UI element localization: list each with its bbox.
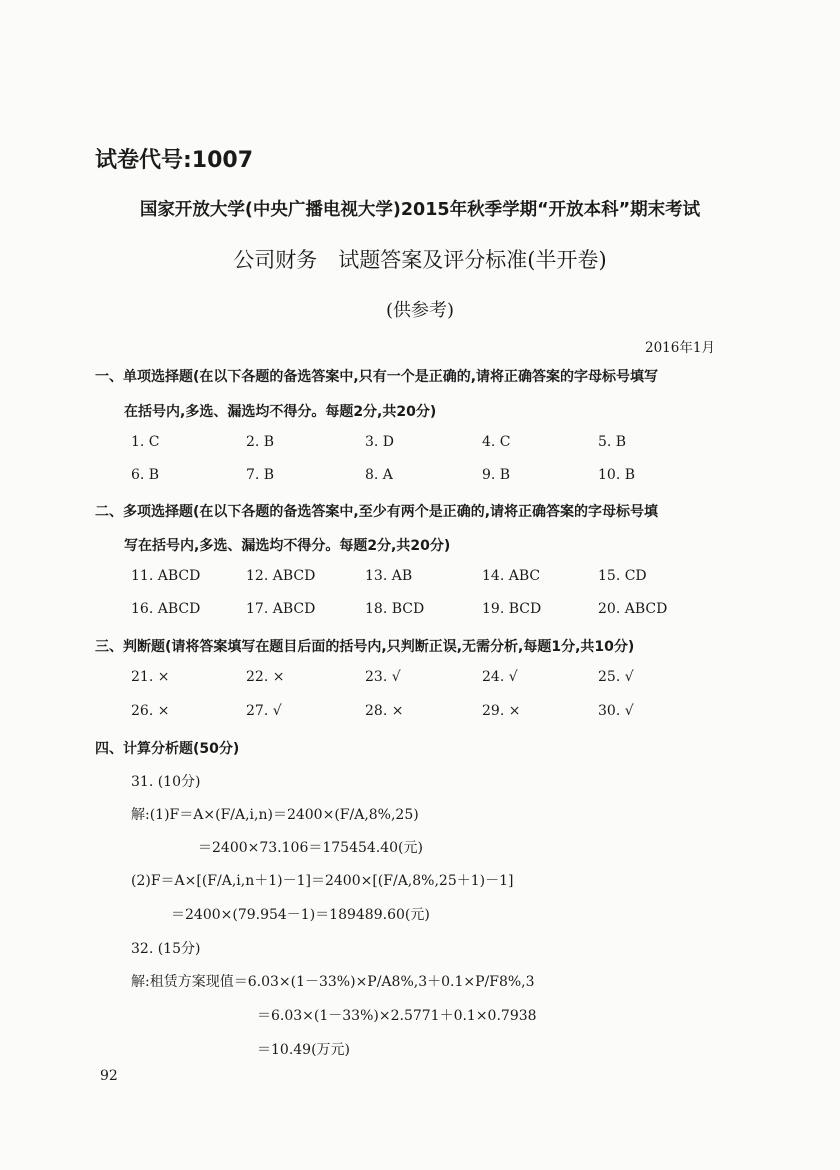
answer-item: 26. × [131, 703, 170, 719]
answer-item: 25. √ [598, 669, 634, 685]
question-32-label: 32. (15分) [131, 941, 201, 957]
answer-item: 22. × [246, 669, 285, 685]
answer-item: 30. √ [598, 703, 634, 719]
answer-item: 15. CD [598, 568, 647, 584]
answer-item: 11. ABCD [131, 568, 201, 584]
section-4-title: 四、计算分析题(50分) [95, 741, 240, 757]
section-1-title: 一、单项选择题(在以下各题的备选答案中,只有一个是正确的,请将正确答案的字母标号填写 [95, 369, 659, 385]
reference-note: (供参考) [385, 300, 455, 321]
answer-item: 9. B [482, 467, 511, 483]
solution-line: ＝2400×73.106＝175454.40(元) [198, 840, 423, 856]
answer-item: 2. B [246, 434, 275, 450]
answer-item: 29. × [482, 703, 521, 719]
answer-item: 4. C [482, 434, 511, 450]
question-31-label: 31. (10分) [131, 774, 201, 790]
section-2-title: 二、多项选择题(在以下各题的备选答案中,至少有两个是正确的,请将正确答案的字母标号填 [95, 504, 659, 520]
answer-item: 12. ABCD [246, 568, 316, 584]
solution-line: ＝6.03×(1－33%)×2.5771＋0.1×0.7938 [257, 1008, 537, 1024]
answer-item: 17. ABCD [246, 601, 316, 617]
subject-title: 公司财务 试题答案及评分标准(半开卷) [233, 248, 607, 272]
answer-item: 24. √ [482, 669, 518, 685]
answer-item: 13. AB [365, 568, 413, 584]
answer-item: 27. √ [246, 703, 282, 719]
answer-item: 20. ABCD [598, 601, 668, 617]
answer-item: 5. B [598, 434, 627, 450]
section-3-title: 三、判断题(请将答案填写在题目后面的括号内,只判断正误,无需分析,每题1分,共10分) [95, 639, 635, 655]
answer-item: 16. ABCD [131, 601, 201, 617]
solution-line: (2)F＝A×[(F/A,i,n＋1)－1]＝2400×[(F/A,8%,25＋1)－1] [131, 873, 514, 889]
solution-line: ＝2400×(79.954－1)＝189489.60(元) [171, 907, 430, 923]
answer-item: 18. BCD [365, 601, 425, 617]
answer-item: 3. D [365, 434, 395, 450]
answer-item: 1. C [131, 434, 160, 450]
solution-line: 解:(1)F＝A×(F/A,i,n)＝2400×(F/A,8%,25) [131, 807, 419, 823]
answer-item: 7. B [246, 467, 275, 483]
exam-title: 国家开放大学(中央广播电视大学)2015年秋季学期“开放本科”期末考试 [139, 200, 701, 220]
page-number: 92 [100, 1068, 118, 1084]
answer-item: 8. A [365, 467, 393, 483]
answer-item: 28. × [365, 703, 404, 719]
section-2-title-cont: 写在括号内,多选、漏选均不得分。每题2分,共20分) [124, 538, 451, 554]
exam-date: 2016年1月 [645, 340, 715, 356]
paper-code: 试卷代号:1007 [95, 148, 254, 173]
section-1-title-cont: 在括号内,多选、漏选均不得分。每题2分,共20分) [124, 404, 437, 420]
solution-line: ＝10.49(万元) [257, 1042, 351, 1058]
answer-item: 6. B [131, 467, 160, 483]
answer-item: 21. × [131, 669, 170, 685]
solution-line: 解:租赁方案现值＝6.03×(1－33%)×P/A8%,3＋0.1×P/F8%,3 [131, 974, 535, 990]
answer-item: 10. B [598, 467, 636, 483]
answer-item: 23. √ [365, 669, 401, 685]
answer-item: 19. BCD [482, 601, 542, 617]
answer-item: 14. ABC [482, 568, 541, 584]
